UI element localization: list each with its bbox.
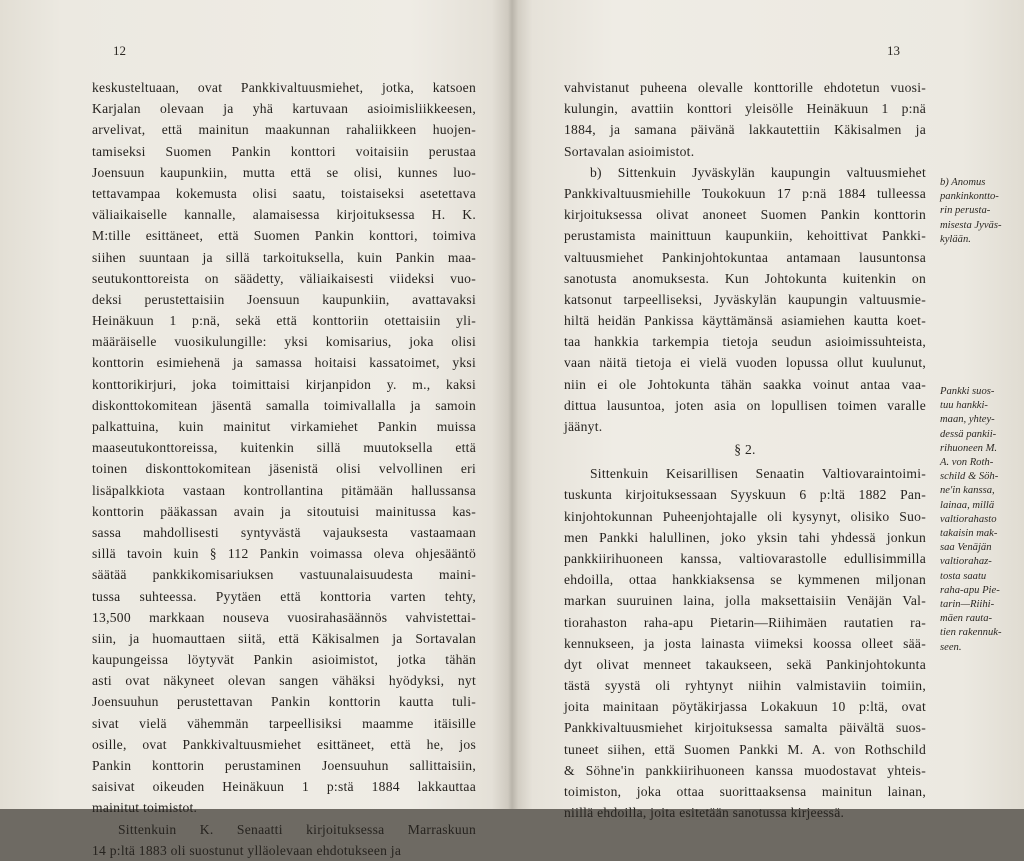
text-line: dessä pankii- — [940, 428, 997, 440]
text-line: määräiselle vuosikulungille: yksi komisarius, joka olisi — [92, 334, 476, 350]
text-line: asti ovat näkyneet olevan sangen vähäksi hyödyksi, nyt — [92, 673, 476, 689]
text-line: maan, yhtey- — [940, 414, 995, 426]
text-line: sanotusta anomuksesta. Kun Johtokunta kuitenkin on — [564, 270, 926, 286]
text-line: tuu hankki- — [940, 400, 988, 412]
text-line: vahvistanut puheena olevalle konttorille ehdotetun vuosi- — [564, 80, 926, 95]
text-line: ehdoilla, ottaa hankkiaksensa se kymmenen miljonan — [564, 572, 926, 588]
text-line: tuneet siihen, että Suomen Pankki M. A. von Rothschild — [564, 741, 926, 757]
text-line: mainitut toimistot. — [92, 800, 198, 816]
text-line: niillä ehdoilla, joita esitetään sanotussa kirjeessä. — [564, 805, 845, 821]
text-line: kylään. — [940, 233, 971, 245]
text-line: 13,500 markkaan nouseva vuosirahasäännös vahvistettai- — [92, 609, 476, 625]
text-line: Joensuun kaupunkiin, mutta että se olisi, kunnes luo- — [92, 164, 476, 180]
text-line: kulungin, avattiin konttori yleisölle Heinäkuun 1 p:nä — [564, 101, 926, 117]
text-line: tuskunta kirjoituksessaan Syyskuun 6 p:ltä 1882 Pan- — [564, 487, 926, 503]
text-line: kennukseen, ja josta lainasta viimeksi koossa olleet sää- — [564, 635, 926, 651]
text-line: tästä syystä oli ryhtynyt niihin valmistaviin toimiin, — [564, 678, 926, 694]
text-line: valtuusmiehet Pankinjohtokuntaa antamaan lausuntonsa — [564, 249, 926, 265]
text-line: hiltä heidän Pankissa käyttämänsä asiamiehen kautta koet- — [564, 313, 926, 329]
text-line: Pankin konttorin perustaminen Joensuuhun sallittaisiin, — [92, 758, 476, 773]
text-line: seen. — [940, 641, 962, 653]
text-line: sivat vielä vähemmän tarpeellisiksi maamme itäisille — [92, 715, 476, 731]
text-line: toinen diskonttokomitean jäsenistä olisi velvollinen eri — [92, 461, 476, 477]
text-line: lainaa, millä — [940, 499, 995, 511]
text-line: joita mainitaan pöytäkirjassa Lokakuun 10 p:ltä, ovat — [564, 699, 926, 715]
text-line: vaan näitä tietoja ei vielä vuoden lopussa ollut kuulunut, — [564, 355, 926, 371]
text-line: Karjalan olevaan ja yhä kartuvaan asioimisliikkeesen, — [92, 101, 476, 117]
text-line: Heinäkuun 1 p:nä, sekä että konttoriin otettaisiin yli- — [92, 313, 476, 329]
text-line: Sortavalan asioimistot. — [564, 143, 695, 159]
text-line: palkattuina, kuin mainitut virkamiehet Pankin muissa — [92, 419, 476, 434]
text-line: konttorin esimiehenä ja samassa hoitaisi kassatoimet, yksi — [92, 355, 476, 371]
text-line: väliaikaiselle kannalle, alamaisessa kirjoituksessa H. K. — [92, 207, 476, 223]
text-line: tiorahaston raha-apu Pietarin—Riihimäen rautatien ra- — [564, 614, 926, 630]
page-number-right: 13 — [887, 43, 900, 58]
margin-note-1 — [940, 176, 1024, 247]
text-line: konttorin pääkassan avain ja sitoutuisi mainitussa kas- — [92, 503, 476, 519]
text-line: dittua lausuntoa, joten asia on lopullisen toimen varalle — [564, 397, 926, 413]
text-line: niin ei ole Johtokunta tähän saakka voinut antaa vaa- — [564, 376, 926, 392]
text-line: pankkiirihuoneen kanssa, valtiovarastolle edullisimmilla — [564, 550, 926, 566]
text-line: tamiseksi Suomen Pankin konttori voitaisiin perustaa — [92, 143, 476, 159]
text-line: misesta Jyväs- — [940, 219, 1002, 231]
paragraph-3 — [564, 463, 926, 823]
text-line: valtiorahasto — [940, 513, 997, 525]
text-line: deksi perustettaisiin Joensuun kaupunkiin, avattavaksi — [92, 291, 476, 307]
text-line: Pankkivaltuusmiehet kirjoituksessa samalta päivältä suos- — [564, 720, 926, 736]
page-number-left: 12 — [113, 43, 126, 58]
text-line: arvelivat, että mainitun maakunnan rahaliikkeen huojen- — [92, 122, 476, 138]
text-line: takaisin mak- — [940, 528, 998, 540]
text-line: katsonut tarpeelliseksi, Jyväskylän kaupungin valtuusmie- — [564, 291, 926, 307]
text-line: maaseutukonttoreissa, kuitenkin sillä muutoksella että — [92, 440, 476, 456]
text-line: kinjohtokunnan Puheenjohtajalle oli kysynyt, olisiko Suo- — [564, 508, 926, 524]
text-line: pankinkontto- — [940, 191, 999, 203]
text-line: taa hankkia tarkempia tietoja seudun asioimissuhteista, — [564, 334, 926, 350]
paragraph-1 — [564, 77, 926, 162]
text-line: tien rakennuk- — [940, 627, 1002, 639]
text-line: osille, ovat Pankkivaltuusmiehet esittäneet, että he, jos — [92, 736, 476, 752]
text-line: Sittenkuin Keisarillisen Senaatin Valtiovaraintoimi- — [590, 466, 926, 482]
text-line: seutukonttoreista on säädetty, väliaikaisesti viideksi vuo- — [92, 270, 476, 286]
text-line: raha-apu Pie- — [940, 584, 1000, 596]
text-line: tarin—Riihi- — [940, 599, 995, 611]
text-line: ne'in kanssa, — [940, 485, 995, 497]
text-line: b) Sittenkuin Jyväskylän kaupungin valtuusmiehet — [590, 164, 926, 180]
text-line: M:tille esittäneet, että Suomen Pankin konttori, toimiva — [92, 228, 476, 244]
text-line: markan suuruinen laina, jolla maksettaisiin Venäjän Val- — [564, 593, 926, 609]
text-line: konttorikirjuri, joka toimittaisi kirjanpidon y. m., kaksi — [92, 376, 476, 392]
text-line: lisäpalkkiota vastaan kontrollantina pitämään hallussansa — [92, 482, 476, 498]
text-line: kaupungeissa löytyvät Pankin asioimistot, jotka tähän — [92, 652, 476, 668]
text-line: keskusteltuaan, ovat Pankkivaltuusmiehet, jotka, katsoen — [92, 80, 476, 95]
text-line: 1884, ja samana päivänä lakkautettiin Käkisalmen ja — [564, 122, 926, 138]
text-line: Sittenkuin K. Senaatti kirjoituksessa Marraskuun — [118, 821, 476, 837]
text-line: Pankkivaltuusmiehille Toukokuun 17 p:nä 1884 tulleessa — [564, 185, 926, 201]
text-line: b) Anomus — [940, 177, 986, 188]
text-line: perustamista mainittuun kaupunkiin, kehoittivat Pankki- — [564, 228, 926, 244]
left-page — [0, 0, 508, 858]
text-line: diskonttokomitean jäsentä samalla toimivallalla ja samoin — [92, 397, 476, 413]
text-line: rihuoneen M. — [940, 442, 998, 454]
text-line: tosta saatu — [940, 570, 987, 582]
text-line: men Pankki halullinen, joko yksin tahi yhdessä jonkun — [564, 529, 926, 545]
right-page-body — [564, 77, 926, 823]
section-heading: § 2. — [734, 442, 756, 458]
text-line: schild & Söh- — [940, 471, 999, 483]
margin-note-2 — [940, 385, 1024, 655]
text-line: kirjoituksessa olivat anoneet Suomen Pankin konttorin — [564, 207, 926, 223]
text-line: valtiorahaz- — [940, 556, 992, 568]
text-line: dyt olivat menneet takaukseen, sekä Pankinjohtokunta — [564, 656, 926, 672]
text-line: sassa mahdollisesti syntyvästä vajauksesta vastaamaan — [92, 524, 476, 540]
text-line: mäen rauta- — [940, 613, 993, 625]
text-line: Pankki suos- — [940, 386, 995, 397]
text-line: jäänyt. — [564, 419, 603, 434]
left-page-body — [92, 77, 476, 861]
text-line: rin perusta- — [940, 205, 991, 217]
text-line: saisivat oikeuden Heinäkuun 1 p:stä 1884 lakkauttaa — [92, 779, 476, 795]
paragraph-2 — [564, 162, 926, 437]
text-line: Joensuuhun perustettavan Pankin konttorin kautta tuli- — [92, 694, 476, 710]
text-line: siin, ja huomauttaen siitä, että Käkisalmen ja Sortavalan — [92, 630, 476, 646]
right-page — [512, 0, 1024, 821]
text-line: & Söhne'in pankkiirihuoneen kanssa muodostavat yhteis- — [564, 762, 926, 778]
text-line: toimiston, joka ottaa suorittaaksensa mainitun lainan, — [564, 784, 926, 799]
text-line: sillä tavoin kuin § 112 Pankin voimassa oleva ohjesääntö — [92, 546, 476, 562]
text-line: tettavampaa kokemusta olisi saatu, toistaiseksi asetettava — [92, 185, 476, 201]
text-line: siihen suuntaan ja sillä tarkoituksella, kuin Pankin maa- — [92, 249, 476, 265]
text-line: saa Venäjän — [940, 542, 992, 554]
text-line: säätää pankkikomisariuksen vastuunalaisuudesta maini- — [92, 567, 476, 583]
text-line: A. von Roth- — [940, 457, 994, 469]
text-line: tussa suhteessa. Pyytäen että konttoria varten tehty, — [92, 588, 476, 604]
text-line: 14 p:ltä 1883 oli suostunut ylläolevaan ehdotukseen ja — [92, 842, 402, 858]
